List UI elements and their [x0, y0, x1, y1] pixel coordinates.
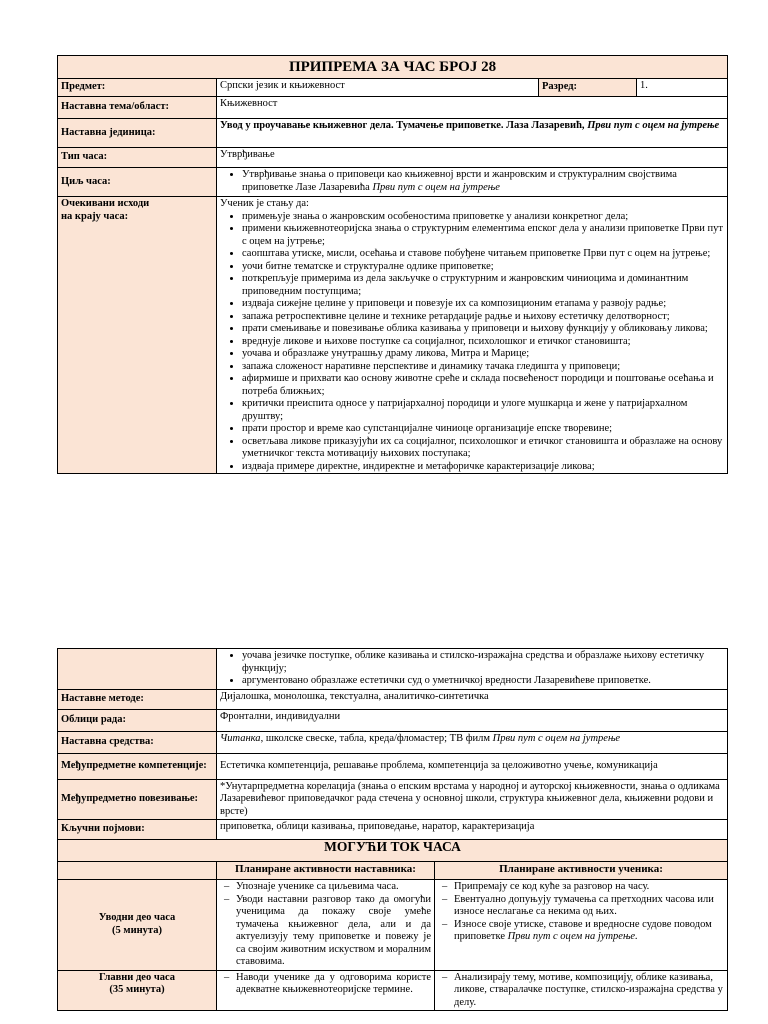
subject-label: Предмет:	[58, 79, 217, 97]
outcome-item: • поткрепљује примерима из дела закључке о структурним и жанровским чиниоцима и доминантним приповедним поступцима;	[242, 273, 724, 298]
outcome-item: • уочава и образлаже унутрашњу драму ликова, Митра и Марице;	[242, 348, 724, 361]
outcomes-list	[220, 211, 724, 474]
outcome-item: • запажа сложеност наративне перспективе и динамику тачака гледишта у приповеци;	[242, 361, 724, 374]
main-phase-label: Главни део часа (35 минута)	[58, 970, 217, 1011]
intro-student-activities	[435, 880, 728, 971]
outcomes-cont-label	[58, 649, 217, 690]
outcomes-label: Очекивани исходи на крају часа:	[58, 197, 217, 474]
lesson-plan-page-1	[57, 55, 727, 474]
outcome-item: • примењује знања о жанровским особеностима приповетке у анализи конкретног дела;	[242, 211, 724, 224]
goal-label: Циљ часа:	[58, 168, 217, 197]
activity-item: – Припремају се код куће за разговор на часу.	[454, 881, 724, 894]
outcomes-intro: Ученик је стању да:	[220, 198, 309, 209]
forms-label: Облици рада:	[58, 709, 217, 731]
outcome-item: • прати простор и време као супстанцијалне чиниоце организације епске творевине;	[242, 423, 724, 436]
outcome-item: • издваја сижејне целине у приповеци и повезује их са композиционим етапама у развоју радње;	[242, 298, 724, 311]
forms-value: Фронтални, индивидуални	[217, 709, 728, 731]
competences-label: Међупредметне компетенције:	[58, 753, 217, 779]
means-label: Наставна средства:	[58, 731, 217, 753]
outcome-item: • афирмише и прихвати као основу животне среће и склада посвећеност породици и поштовање осећања и потреба ближњих;	[242, 373, 724, 398]
activity-item: – Евентуално допуњују тумачења са претходних часова или износе неслагање са некима од њих.	[454, 894, 724, 919]
lesson-plan-table-1	[57, 55, 728, 474]
outcome-item: • вреднује ликове и њихове поступке са социјалног, психолошког и етичког становишта;	[242, 336, 724, 349]
key-terms-label: Кључни појмови:	[58, 820, 217, 840]
outcomes-cont-value	[217, 649, 728, 690]
outcome-item: • саопштава утиске, мисли, осећања и ставове побуђене читањем приповетке Први пут с оцем на јутрење;	[242, 248, 724, 261]
intro-phase-label: Уводни део часа (5 минута)	[58, 880, 217, 971]
grade-label: Разред:	[539, 79, 637, 97]
outcome-item: • запажа ретроспективне целине и технике ретардације радње и њихову естетичку делотворност;	[242, 311, 724, 324]
topic-value: Књижевност	[217, 97, 728, 119]
lesson-plan-table-2	[57, 648, 728, 1011]
teacher-activities-header: Планиране активности наставника:	[217, 862, 435, 880]
type-value: Утврђивање	[217, 148, 728, 168]
means-value: Читанка, школске свеске, табла, креда/фломастер; ТВ филм Први пут с оцем на јутрење	[217, 731, 728, 753]
unit-label: Наставна јединица:	[58, 119, 217, 148]
outcome-item: • уочи битне тематске и структуралне одлике приповетке;	[242, 261, 724, 274]
outcome-item: • примени књижевнотеоријска знања о структурним елементима епског дела у анализи приповетке Први пут с оцем на јутрење;	[242, 223, 724, 248]
correlation-label: Међупредметно повезивање:	[58, 779, 217, 820]
lesson-plan-page-2	[57, 648, 727, 1011]
outcome-item: • критички преиспита односе у патријархалној породици и улоге мушкарца и жене у патријархалном друштву;	[242, 398, 724, 423]
competences-value: Естетичка компетенција, решавање проблема, компетенција за целоживотно учење, комуникација	[217, 753, 728, 779]
intro-teacher-activities	[217, 880, 435, 971]
unit-value: Увод у проучавање књижевног дела. Тумачење приповетке. Лаза Лазаревић, Први пут с оцем на јутрење	[217, 119, 728, 148]
student-activities-header: Планиране активности ученика:	[435, 862, 728, 880]
outcome-item: • аргументовано образлаже естетички суд о уметничкој вредности Лазаревићеве приповетке.	[242, 675, 724, 688]
flow-header-blank	[58, 862, 217, 880]
main-teacher-activities	[217, 970, 435, 1011]
outcome-item: • прати смењивање и повезивање облика казивања у приповеци и њихову функцију у обликовању ликова;	[242, 323, 724, 336]
outcome-item: • издваја примере директне, индиректне и метафоричке карактеризације ликова;	[242, 461, 724, 474]
activity-item: – Упознаје ученике са циљевима часа.	[236, 881, 431, 894]
topic-label: Наставна тема/област:	[58, 97, 217, 119]
activity-item: – Анализирају тему, мотиве, композицију, облике казивања, ликове, стваралачке поступке, стилско-изражајна средства у делу.	[454, 972, 724, 1010]
goal-value: • Утврђивање знања о приповеци као књижевној врсти и жанровским и структуралним својствима приповетке Лазе Лазаревића Први пут с оцем на јутрење	[217, 168, 728, 197]
lesson-flow-title: МОГУЋИ ТОК ЧАСА	[58, 840, 728, 862]
outcome-item: • осветљава ликове приказујући их са социјалног, психолошког и етичког становишта и образлаже на основу уметничког текста мотивацију њихових поступака;	[242, 436, 724, 461]
activity-item: – Уводи наставни разговор тако да омогући ученицима да покажу своје умеће тумачења књижевног дела, али и да актуелизују тему приповетке и повежу је са својим животним искуством и моралним ставовима.	[236, 894, 431, 969]
grade-value: 1.	[637, 79, 728, 97]
main-student-activities	[435, 970, 728, 1011]
subject-value: Српски језик и књижевност	[217, 79, 539, 97]
key-terms-value: приповетка, облици казивања, приповедање, наратор, карактеризација	[217, 820, 728, 840]
correlation-value: *Унутарпредметна корелација (знања о епским врстама у народној и ауторској књижевности, знања о одликама Лазаревићевог приповедачког рада стечена у основној школи, структура књижевног дела, књижевни родови и врсте)	[217, 779, 728, 820]
outcomes-value	[217, 197, 728, 474]
methods-value: Дијалошка, монолошка, текстуална, аналитичко-синтетичка	[217, 689, 728, 709]
activity-item: – Износе своје утиске, ставове и вредносне судове поводом приповетке Први пут с оцем на јутрење.	[454, 919, 724, 944]
methods-label: Наставне методе:	[58, 689, 217, 709]
page-title: ПРИПРЕМА ЗА ЧАС БРОЈ 28	[58, 56, 728, 79]
outcome-item: • уочава језичке поступке, облике казивања и стилско-изражајна средства и образлаже њихову естетичку функцију;	[242, 650, 724, 675]
activity-item: – Наводи ученике да у одговорима користе адекватне књижевнотеоријске термине.	[236, 972, 431, 997]
type-label: Тип часа:	[58, 148, 217, 168]
